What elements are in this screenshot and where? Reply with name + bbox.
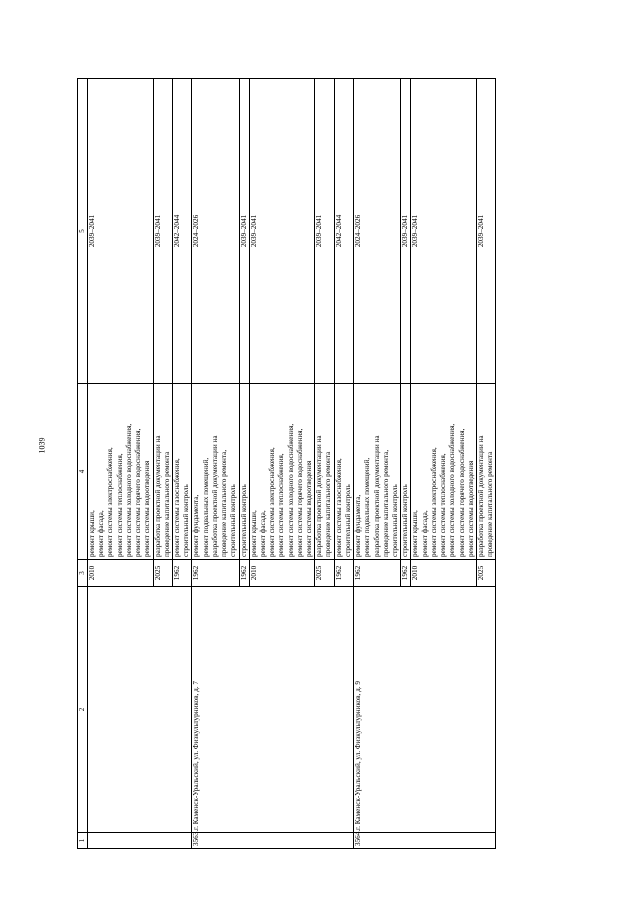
work-item: проведение капитального ремонта,	[220, 449, 229, 557]
build-year: 1962	[334, 560, 353, 587]
work-item: ремонт крыши,	[88, 510, 96, 557]
row-number: 3563.	[192, 833, 354, 849]
column-header: 5	[78, 79, 88, 384]
work-types	[476, 384, 495, 560]
work-item: ремонт подвальных помещений,	[363, 457, 372, 557]
work-item: ремонт системы электроснабжения,	[106, 447, 115, 557]
work-item: разработка проектной документации на	[315, 435, 324, 557]
work-item: ремонт системы горячего водоснабжения,	[295, 428, 304, 557]
repair-period: 2039–2041	[315, 79, 334, 384]
build-year: 1962	[239, 560, 249, 587]
work-item: строительный контроль	[401, 484, 410, 557]
capital-repair-table	[77, 78, 496, 849]
table-row	[354, 79, 401, 849]
work-item: проведение капитального ремонта	[486, 451, 495, 557]
building-address: г. Каменск-Уральский, ул. Физкультурников, д. 9	[354, 587, 496, 833]
work-item: ремонт системы водоотведения	[305, 460, 314, 557]
build-year: 1962	[192, 560, 239, 587]
work-item: ремонт системы горячего водоснабжения,	[457, 428, 466, 557]
work-item: разработка проектной документации на	[153, 435, 162, 557]
work-item: ремонт системы холодного водоснабжения,	[124, 423, 133, 557]
work-item: ремонт системы теплоснабжения,	[277, 453, 286, 557]
header-row	[78, 79, 88, 849]
work-types	[192, 384, 239, 560]
work-types	[88, 384, 154, 560]
work-item: ремонт системы теплоснабжения,	[115, 453, 124, 557]
work-item: ремонт системы водоотведения	[143, 460, 152, 557]
work-item: ремонт фасада,	[420, 510, 429, 557]
work-item: разработка проектной документации на	[372, 435, 381, 557]
work-types	[411, 384, 477, 560]
work-types	[249, 384, 315, 560]
work-item: ремонт фундамента,	[354, 494, 363, 557]
repair-period: 2042–2044	[172, 79, 191, 384]
work-item: ремонт системы газоснабжения,	[172, 458, 181, 557]
build-year: 2010	[249, 560, 315, 587]
repair-period: 2039–2041	[476, 79, 495, 384]
repair-period: 2039–2041	[239, 79, 249, 384]
column-header: 2	[78, 587, 88, 833]
build-year: 2010	[88, 560, 154, 587]
work-types	[172, 384, 191, 560]
column-header: 4	[78, 384, 88, 560]
work-item: разработка проектной документации на	[210, 435, 219, 557]
work-item: ремонт системы электроснабжения,	[268, 447, 277, 557]
rotated-table-sheet	[77, 0, 589, 849]
work-item: ремонт системы газоснабжения,	[334, 458, 343, 557]
work-item: ремонт фасада,	[97, 510, 106, 557]
building-address: г. Каменск-Уральский, ул. Физкультурников, д. 7	[192, 587, 354, 833]
work-item: ремонт системы водоотведения	[466, 460, 475, 557]
build-year: 2025	[153, 560, 172, 587]
work-item: ремонт крыши,	[411, 510, 420, 557]
work-types	[354, 384, 401, 560]
work-item: разработка проектной документации на	[476, 435, 485, 557]
work-item: ремонт системы электроснабжения,	[429, 447, 438, 557]
repair-period: 2042–2044	[334, 79, 353, 384]
build-year: 2025	[315, 560, 334, 587]
build-year: 2010	[411, 560, 477, 587]
repair-period: 2039–2041	[401, 79, 411, 384]
work-item: строительный контроль	[182, 484, 191, 557]
repair-period: 2039–2041	[249, 79, 315, 384]
work-item: проведение капитального ремонта	[162, 451, 171, 557]
table-row	[88, 79, 154, 849]
work-item: строительный контроль	[391, 484, 399, 557]
work-types	[334, 384, 353, 560]
work-item: ремонт системы горячего водоснабжения,	[134, 428, 143, 557]
work-item: ремонт крыши,	[249, 510, 258, 557]
work-item: ремонт системы теплоснабжения,	[439, 453, 448, 557]
build-year: 1962	[172, 560, 191, 587]
repair-period: 2039–2041	[153, 79, 172, 384]
work-item: строительный контроль	[239, 484, 248, 557]
repair-period: 2024–2026	[354, 79, 401, 384]
build-year: 1962	[401, 560, 411, 587]
work-types	[239, 384, 249, 560]
work-types	[315, 384, 334, 560]
work-item: ремонт подвальных помещений,	[201, 457, 210, 557]
work-item: ремонт системы холодного водоснабжения,	[286, 423, 295, 557]
work-item: ремонт системы холодного водоснабжения,	[448, 423, 457, 557]
building-address	[88, 587, 192, 833]
column-header: 1	[78, 833, 88, 849]
row-number	[88, 833, 192, 849]
repair-period: 2024–2026	[192, 79, 239, 384]
work-item: строительный контроль	[343, 484, 352, 557]
work-item: ремонт фасада,	[258, 510, 267, 557]
work-item: проведение капитального ремонта	[324, 451, 333, 557]
page-number: 1039	[37, 437, 47, 454]
work-item: ремонт фундамента,	[192, 494, 201, 557]
repair-period: 2039–2041	[411, 79, 477, 384]
column-header: 3	[78, 560, 88, 587]
row-number: 3564.	[354, 833, 496, 849]
table-row	[192, 79, 239, 849]
work-types	[401, 384, 411, 560]
work-item: проведение капитального ремонта,	[381, 449, 390, 557]
build-year: 2025	[476, 560, 495, 587]
build-year: 1962	[354, 560, 401, 587]
repair-period: 2039–2041	[88, 79, 154, 384]
work-item: строительный контроль	[229, 484, 238, 557]
work-types	[153, 384, 172, 560]
